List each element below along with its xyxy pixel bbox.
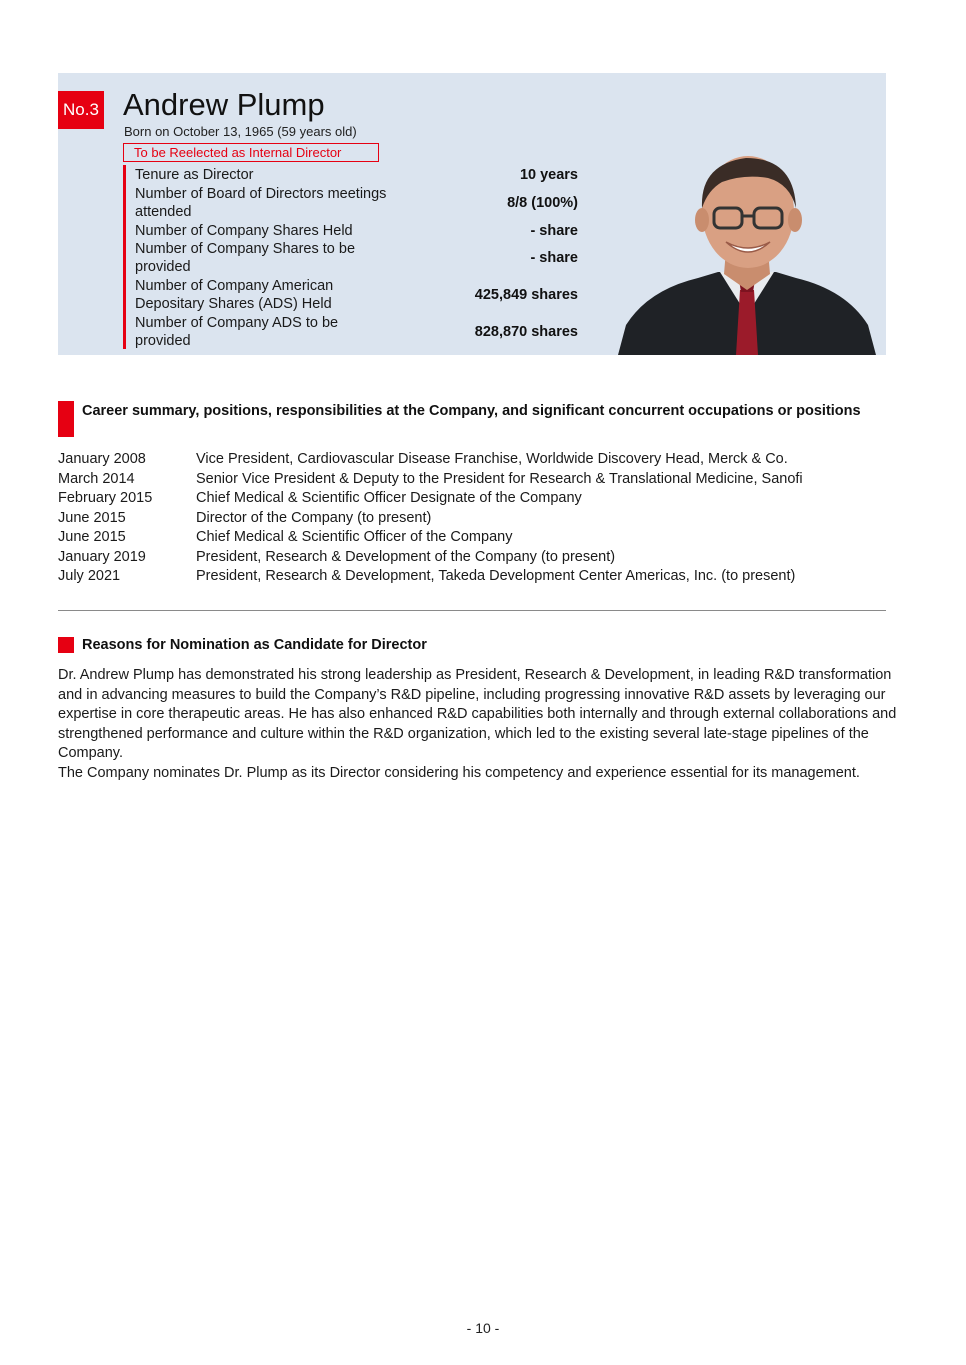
career-item <box>58 470 918 490</box>
career-date: January 2019 <box>58 548 146 565</box>
career-description: Director of the Company (to present) <box>196 509 432 526</box>
stat-row-shares-held <box>135 221 578 240</box>
stat-label: Tenure as Director <box>135 166 254 183</box>
career-date: March 2014 <box>58 470 135 487</box>
career-date: February 2015 <box>58 490 153 506</box>
candidate-number-badge: No.3 <box>58 91 104 129</box>
reasons-section-title: Reasons for Nomination as Candidate for Director <box>82 637 427 653</box>
stat-value: - share <box>530 222 578 239</box>
career-section-marker <box>58 401 74 437</box>
reelection-status-badge: To be Reelected as Internal Director <box>123 143 379 162</box>
reasons-section-marker <box>58 637 74 653</box>
career-description: Senior Vice President & Deputy to the President for Research & Translational Medicine, Sanofi <box>196 470 803 487</box>
career-description: President, Research & Development, Takeda Development Center Americas, Inc. (to present) <box>196 568 796 584</box>
stat-row-tenure <box>135 165 578 184</box>
stat-value: 828,870 shares <box>474 324 578 340</box>
stat-row-shares-provided <box>135 240 578 276</box>
stat-label: Number of Company Shares to be provided <box>135 241 356 275</box>
stat-label: Number of Board of Directors meetings attended <box>135 186 387 220</box>
stat-label: Number of Company American Depositary Shares (ADS) Held <box>135 278 334 312</box>
section-divider <box>58 610 886 611</box>
stat-value: - share <box>530 250 578 266</box>
stat-row-ads-held <box>135 277 578 313</box>
stat-label: Number of Company ADS to be provided <box>135 315 339 349</box>
career-date: January 2008 <box>58 451 146 467</box>
career-item <box>58 450 918 470</box>
stat-value: 425,849 shares <box>474 287 578 303</box>
career-date: June 2015 <box>58 529 126 545</box>
candidate-birthdate: Born on October 13, 1965 (59 years old) <box>124 124 357 139</box>
career-description: Vice President, Cardiovascular Disease Franchise, Worldwide Discovery Head, Merck & Co. <box>196 451 788 467</box>
page-number: - 10 - <box>466 1320 500 1336</box>
career-date: July 2021 <box>58 568 121 584</box>
career-date: June 2015 <box>58 509 126 526</box>
candidate-name: Andrew Plump <box>123 87 325 122</box>
career-item <box>58 489 918 509</box>
stat-row-meetings <box>135 185 578 221</box>
reasons-paragraph: The Company nominates Dr. Plump as its Director considering his competency and experience essential for its management. <box>58 764 860 781</box>
career-item <box>58 509 918 529</box>
career-item <box>58 567 918 587</box>
career-list <box>58 450 918 587</box>
career-item <box>58 528 918 548</box>
career-description: Chief Medical & Scientific Officer Designate of the Company <box>196 490 582 506</box>
candidate-portrait-photo <box>618 150 876 355</box>
career-description: President, Research & Development of the Company (to present) <box>196 548 616 565</box>
stat-row-ads-provided <box>135 314 578 350</box>
stat-value: 10 years <box>519 166 578 183</box>
reasons-paragraph: Dr. Andrew Plump has demonstrated his strong leadership as President, Research & Development, in leading R&D transformation and in advancing measures to build the Company’s R&D pipeline, including progressing innovative R&D assets by leveraging our expertise in core therapeutic areas. He has also enhanced R&D capabilities both internally and through external collaborations and strengthened performance and culture within the R&D organization, which led to the existing several late-stage pipelines of the Company. <box>58 667 897 761</box>
reasons-body <box>58 666 903 783</box>
candidate-stats <box>123 165 580 349</box>
portrait-illustration <box>618 150 876 355</box>
stat-value: 8/8 (100%) <box>507 195 578 211</box>
career-description: Chief Medical & Scientific Officer of the Company <box>196 529 513 545</box>
stat-label: Number of Company Shares Held <box>135 222 353 239</box>
career-item <box>58 548 918 568</box>
career-section-title: Career summary, positions, responsibilities at the Company, and significant concurrent occupations or positions <box>82 403 861 419</box>
